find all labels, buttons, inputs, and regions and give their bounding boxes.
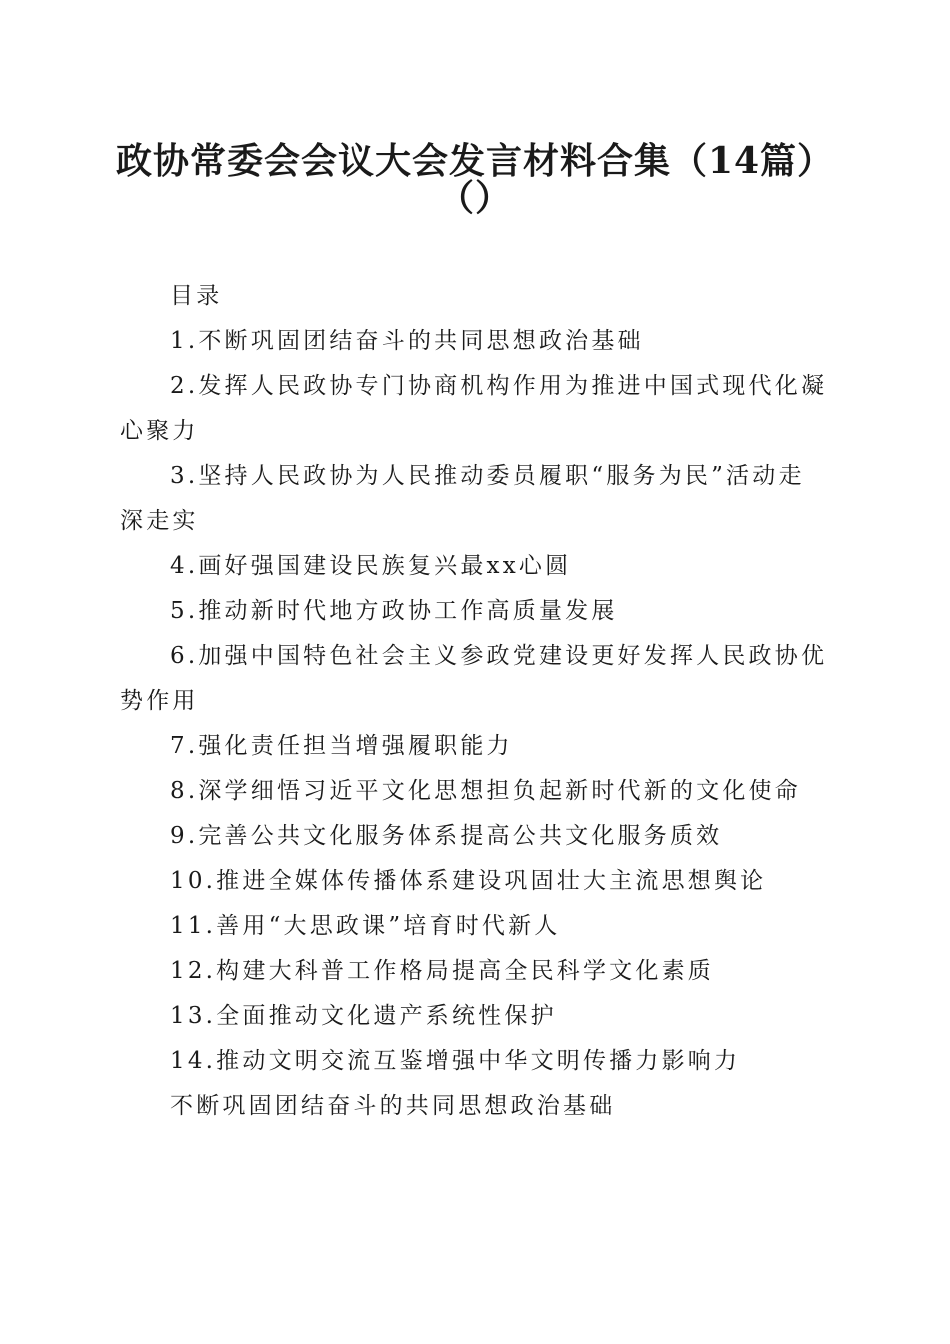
section-heading: 不断巩固团结奋斗的共同思想政治基础: [170, 1093, 616, 1119]
document-title: 政协常委会会议大会发言材料合集（14篇）: [115, 140, 835, 182]
toc-item: 8.深学细悟习近平文化思想担负起新时代新的文化使命: [170, 778, 801, 804]
toc-item: 1.不断巩固团结奋斗的共同思想政治基础: [170, 328, 644, 354]
toc-item: 7.强化责任担当增强履职能力: [170, 733, 513, 759]
document-subtitle: （）: [437, 177, 512, 219]
toc-item: 4.画好强国建设民族复兴最xx心圆: [170, 553, 572, 579]
table-of-contents: [120, 274, 830, 1129]
toc-item: 11.善用“大思政课”培育时代新人: [170, 913, 561, 939]
toc-item: 3.坚持人民政协为人民推动委员履职“服务为民”活动走深走实: [120, 463, 805, 534]
toc-item: 13.全面推动文化遗产系统性保护: [170, 1003, 557, 1029]
toc-item: 9.完善公共文化服务体系提高公共文化服务质效: [170, 823, 723, 849]
toc-item: 10.推进全媒体传播体系建设巩固壮大主流思想舆论: [170, 868, 767, 894]
toc-heading: 目录: [170, 283, 223, 309]
toc-item: 2.发挥人民政协专门协商机构作用为推进中国式现代化凝心聚力: [120, 373, 828, 444]
toc-item: 14.推动文明交流互鉴增强中华文明传播力影响力: [170, 1048, 741, 1074]
toc-item: 5.推动新时代地方政协工作高质量发展: [170, 598, 618, 624]
toc-item: 12.构建大科普工作格局提高全民科学文化素质: [170, 958, 714, 984]
toc-item: 6.加强中国特色社会主义参政党建设更好发挥人民政协优势作用: [120, 643, 828, 714]
